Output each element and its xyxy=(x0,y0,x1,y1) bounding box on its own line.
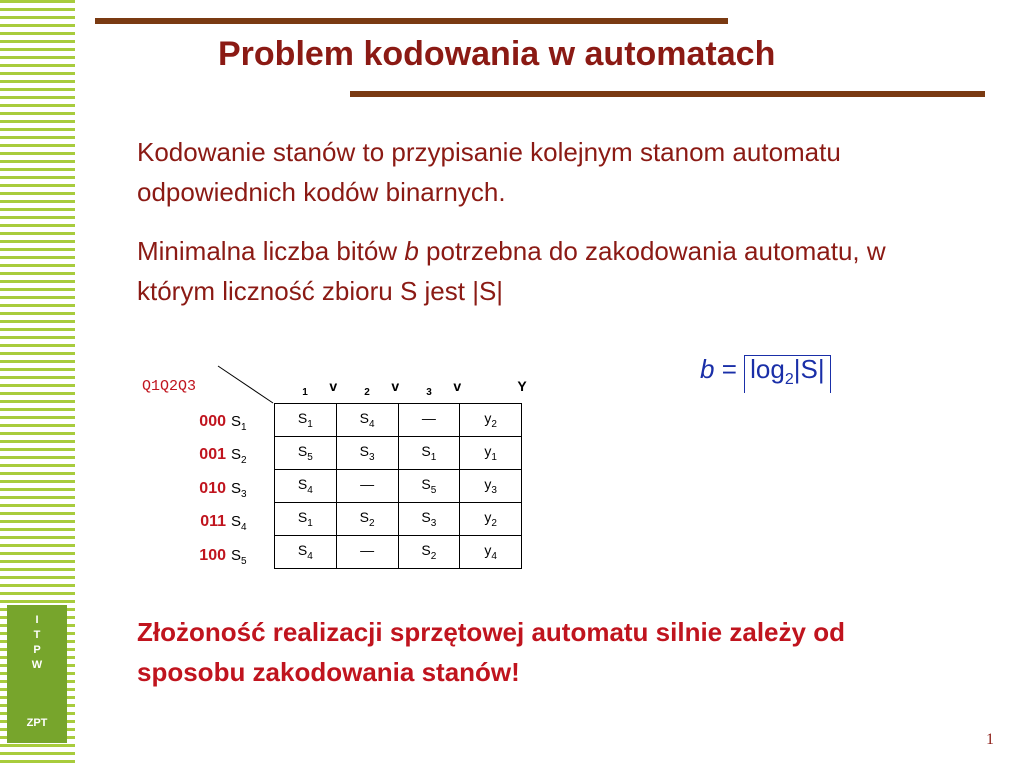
symbol-base: — xyxy=(360,476,375,493)
symbol-base: S xyxy=(421,476,431,493)
code-column-header: Q1Q2Q3 xyxy=(142,378,197,395)
state-label xyxy=(231,405,267,438)
table-row xyxy=(275,503,522,536)
symbol-subscript: 2 xyxy=(364,386,370,398)
title-rule-bottom xyxy=(350,91,985,97)
symbol-base: S xyxy=(297,542,308,559)
table-cell xyxy=(460,536,522,569)
table-cell xyxy=(336,470,398,503)
symbol-base: v xyxy=(391,378,400,394)
symbol-subscript: 4 xyxy=(241,522,247,534)
symbol-base: v xyxy=(329,378,338,394)
symbol-base: y xyxy=(484,410,492,427)
symbol-base: S xyxy=(421,443,431,460)
formula-base: 2 xyxy=(784,371,794,389)
conclusion-text: Złożoność realizacji sprzętowej automatu silnie zależy od sposobu zakodowania stanów! xyxy=(137,617,845,687)
state-code: 001 xyxy=(199,446,226,464)
symbol-base: S xyxy=(231,479,242,497)
symbol-base: S xyxy=(297,476,308,493)
symbol-base: S xyxy=(297,509,308,526)
symbol-base: y xyxy=(484,476,492,493)
table-row xyxy=(275,437,522,470)
formula-arg: |S| xyxy=(793,354,825,384)
state-code: 011 xyxy=(200,513,226,531)
table-cell xyxy=(398,536,460,569)
symbol-base: S xyxy=(297,443,308,460)
badge-letters xyxy=(7,605,67,673)
symbol-base: S xyxy=(231,446,242,464)
symbol-subscript: 2 xyxy=(491,418,497,430)
symbol-base: S xyxy=(231,513,242,531)
symbol-base: S xyxy=(231,413,242,430)
formula-log: log xyxy=(750,354,785,384)
symbol-subscript: 3 xyxy=(430,517,437,529)
badge-letter: T xyxy=(33,629,41,641)
symbol-subscript: 3 xyxy=(426,386,432,398)
symbol-base: y xyxy=(484,443,492,460)
p2-var-b: b xyxy=(404,236,419,266)
table-cell xyxy=(398,404,460,437)
ceiling-bracket xyxy=(744,355,830,393)
symbol-subscript: 1 xyxy=(491,451,497,463)
badge-letter: W xyxy=(31,659,43,671)
symbol-base: S xyxy=(421,542,431,559)
formula-var: b xyxy=(700,354,715,384)
table-cell xyxy=(336,503,398,536)
table-cell xyxy=(336,536,398,569)
state-codes xyxy=(180,405,226,572)
table-column-headers xyxy=(274,369,527,403)
symbol-subscript: 1 xyxy=(307,517,313,529)
p2-before: Minimalna liczba bitów xyxy=(137,236,405,266)
symbol-subscript: 4 xyxy=(491,550,497,562)
symbol-base: v xyxy=(453,378,462,394)
formula-eq: = xyxy=(714,354,745,384)
table-cell xyxy=(275,404,337,437)
state-code: 010 xyxy=(199,479,226,497)
paragraph-definition: Kodowanie stanów to przypisanie kolejnym stanom automatu odpowiednich kodów binarnych. xyxy=(137,137,841,207)
state-label xyxy=(231,472,267,505)
table-row xyxy=(275,404,522,437)
header-diagonal-line xyxy=(0,0,280,410)
symbol-base: — xyxy=(421,410,436,427)
state-names xyxy=(231,405,267,572)
slide-title: Problem kodowania w automatach xyxy=(218,35,776,73)
badge-letter: I xyxy=(35,614,39,626)
symbol-subscript: 2 xyxy=(241,455,247,467)
badge-letter: P xyxy=(33,644,41,656)
symbol-base: S xyxy=(297,410,308,427)
symbol-subscript: 5 xyxy=(241,555,247,567)
symbol-subscript: 1 xyxy=(307,418,313,430)
symbol-subscript: 5 xyxy=(307,451,313,463)
symbol-subscript: 2 xyxy=(491,517,497,529)
symbol-base: Y xyxy=(517,378,527,394)
state-label xyxy=(231,505,267,538)
column-header xyxy=(336,369,398,403)
symbol-subscript: 4 xyxy=(369,418,375,430)
symbol-subscript: 1 xyxy=(302,386,308,398)
symbol-subscript: 4 xyxy=(307,550,313,562)
table-cell xyxy=(336,404,398,437)
column-header xyxy=(460,369,527,403)
table-cell xyxy=(336,437,398,470)
table-cell xyxy=(398,437,460,470)
symbol-base: S xyxy=(359,443,370,460)
symbol-subscript: 1 xyxy=(241,422,247,433)
symbol-base: S xyxy=(359,410,370,427)
p2-after: potrzebna do zakodowania automatu, w którym liczność zbioru S jest |S| xyxy=(137,236,886,306)
table-cell xyxy=(398,503,460,536)
symbol-subscript: 3 xyxy=(241,488,247,500)
table-cell xyxy=(275,536,337,569)
state-label xyxy=(231,438,267,471)
symbol-subscript: 1 xyxy=(430,451,437,463)
state-code: 100 xyxy=(199,546,226,564)
symbol-base: y xyxy=(484,542,492,559)
symbol-subscript: 4 xyxy=(307,484,313,496)
symbol-base: S xyxy=(359,509,370,526)
symbol-base: S xyxy=(421,509,431,526)
table-row xyxy=(275,536,522,569)
symbol-subscript: 2 xyxy=(430,550,437,562)
itpw-logo-badge xyxy=(7,605,67,743)
symbol-base: — xyxy=(360,542,375,559)
bit-count-formula xyxy=(700,354,831,393)
symbol-base: S xyxy=(231,546,242,564)
table-cell xyxy=(275,437,337,470)
column-header xyxy=(274,369,336,403)
state-transition-table xyxy=(274,403,522,569)
symbol-subscript: 3 xyxy=(491,484,497,496)
table-cell xyxy=(460,503,522,536)
table-cell xyxy=(275,503,337,536)
state-code: 000 xyxy=(199,413,226,430)
symbol-subscript: 3 xyxy=(369,451,375,463)
table-cell xyxy=(460,404,522,437)
symbol-subscript: 5 xyxy=(430,484,437,496)
table-cell xyxy=(460,470,522,503)
table-cell xyxy=(275,470,337,503)
badge-zpt: ZPT xyxy=(26,717,48,729)
symbol-subscript: 2 xyxy=(369,517,375,529)
table-cell xyxy=(398,470,460,503)
column-header xyxy=(398,369,460,403)
table-row xyxy=(275,470,522,503)
symbol-base: y xyxy=(484,509,492,526)
table-cell xyxy=(460,437,522,470)
slide-number: 1 xyxy=(986,731,994,748)
state-label xyxy=(231,539,267,572)
